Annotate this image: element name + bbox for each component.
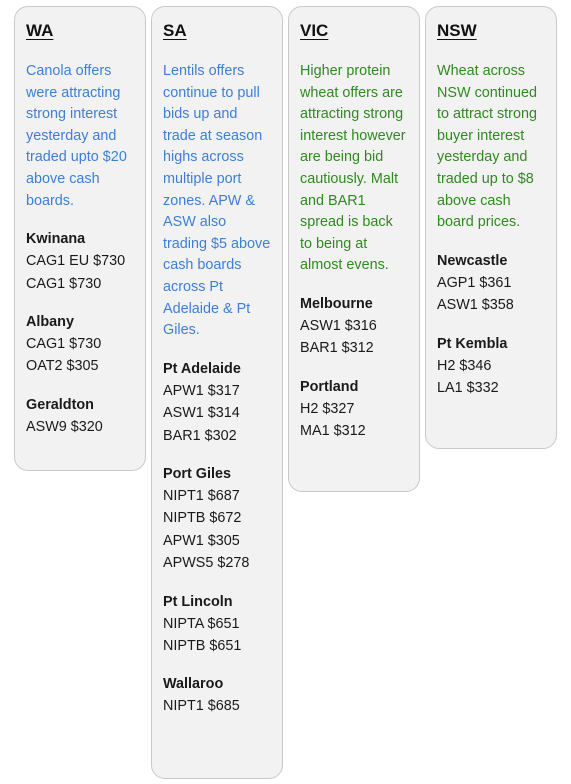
port-name: Pt Kembla	[437, 335, 508, 352]
price-line: ASW9 $320	[26, 418, 103, 435]
region-summary: Canola offers were attracting strong interest yesterday and traded upto $20 above cash boards.	[26, 63, 127, 209]
port-group	[163, 673, 271, 717]
price-line: CAG1 $730	[26, 275, 102, 292]
region-card-sa	[151, 6, 283, 779]
price-line: NIPTA $651	[163, 615, 240, 632]
port-groups	[300, 293, 408, 443]
price-line: ASW1 $314	[163, 405, 240, 422]
port-group	[437, 250, 545, 317]
price-line: AGP1 $361	[437, 274, 512, 291]
price-line: BAR1 $312	[300, 340, 374, 357]
price-line: OAT2 $305	[26, 358, 99, 375]
port-name: Pt Lincoln	[163, 593, 233, 610]
price-line: NIPT1 $685	[163, 698, 240, 715]
region-title: NSW	[437, 21, 477, 40]
port-group	[163, 591, 271, 658]
port-name: Albany	[26, 313, 74, 330]
port-group	[163, 358, 271, 447]
port-name: Portland	[300, 378, 359, 395]
price-line: CAG1 EU $730	[26, 253, 126, 270]
port-group	[300, 376, 408, 443]
port-group	[437, 333, 545, 400]
region-card-vic	[288, 6, 420, 492]
price-line: LA1 $332	[437, 379, 499, 396]
price-line: H2 $327	[300, 400, 355, 417]
port-group	[26, 228, 134, 295]
port-group	[300, 293, 408, 360]
port-name: Kwinana	[26, 231, 86, 248]
port-name: Geraldton	[26, 396, 94, 413]
price-line: BAR1 $302	[163, 427, 237, 444]
port-name: Melbourne	[300, 295, 373, 312]
price-line: MA1 $312	[300, 423, 366, 440]
price-line: H2 $346	[437, 357, 492, 374]
port-group	[26, 394, 134, 438]
port-name: Wallaroo	[163, 676, 224, 693]
price-line: ASW1 $358	[437, 297, 514, 314]
port-groups	[26, 228, 134, 438]
port-group	[163, 463, 271, 575]
port-groups	[437, 250, 545, 400]
port-name: Pt Adelaide	[163, 360, 241, 377]
price-line: APW1 $317	[163, 382, 240, 399]
price-line: NIPTB $672	[163, 510, 242, 527]
price-line: CAG1 $730	[26, 335, 102, 352]
region-card-nsw	[425, 6, 557, 449]
region-title: VIC	[300, 21, 329, 40]
port-name: Port Giles	[163, 465, 231, 482]
price-line: APWS5 $278	[163, 555, 250, 572]
region-summary: Wheat across NSW continued to attract strong buyer interest yesterday and traded up to $8 above cash board prices.	[437, 63, 537, 231]
port-group	[26, 311, 134, 378]
region-title: SA	[163, 21, 187, 40]
price-line: NIPT1 $687	[163, 487, 240, 504]
region-card-wa	[14, 6, 146, 471]
region-summary: Lentils offers continue to pull bids up and trade at season highs across multiple port zones. APW & ASW also trading $5 above cash boards across Pt Adelaide & Pt Giles.	[163, 63, 271, 339]
region-summary: Higher protein wheat offers are attracting strong interest however are being bid cautiously. Malt and BAR1 spread is back to being at almost evens.	[300, 63, 406, 274]
port-groups	[163, 358, 271, 718]
price-line: APW1 $305	[163, 532, 240, 549]
price-line: NIPTB $651	[163, 637, 242, 654]
region-title: WA	[26, 21, 54, 40]
port-name: Newcastle	[437, 252, 508, 269]
price-line: ASW1 $316	[300, 317, 377, 334]
